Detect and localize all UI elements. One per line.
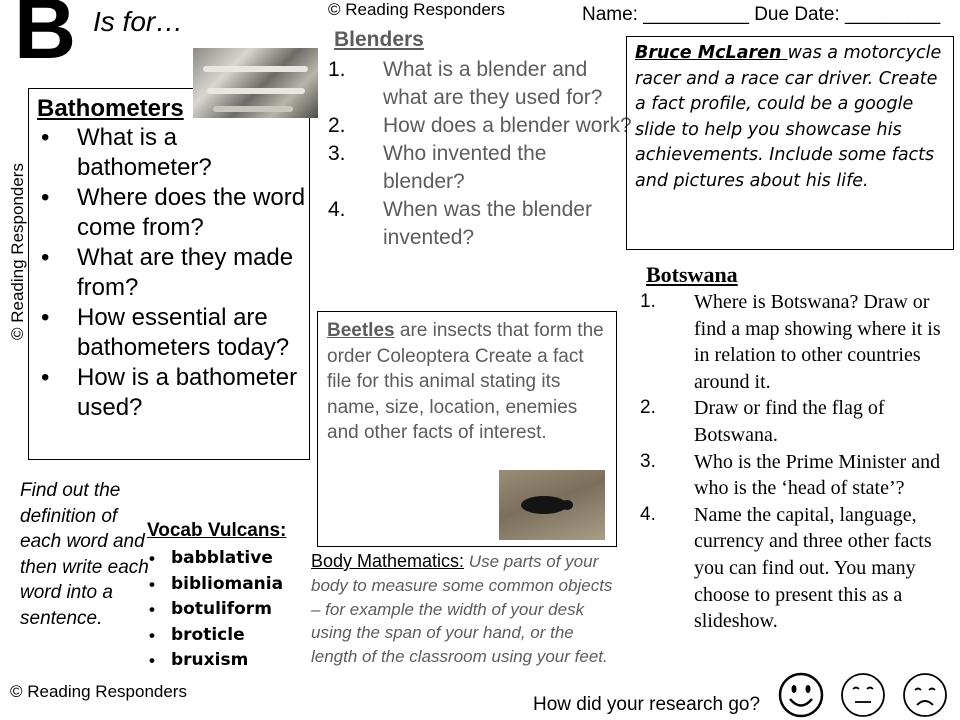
definitions-instructions: Find out the definition of each word and then write each word into a sentence. — [20, 480, 149, 629]
list-item: • What is a bathometer? — [39, 123, 307, 183]
item-text: Where is Botswana? Draw or find a map showing where it is in relation to other countries around it. — [694, 291, 941, 393]
list-item: • bibliomania — [147, 572, 283, 598]
item-number: 1. — [328, 58, 346, 81]
list-item — [640, 395, 954, 448]
is-for-heading: Is for… — [93, 6, 184, 37]
copyright-side: © Reading Responders — [8, 163, 27, 340]
item-number: 3. — [328, 142, 346, 165]
blenders-list — [328, 56, 633, 252]
bruce-mclaren-box — [626, 36, 954, 250]
bathometers-box — [28, 88, 310, 460]
copyright-top: © Reading Responders — [328, 0, 505, 19]
name-blank[interactable]: __________ — [643, 4, 749, 25]
item-number: 2. — [328, 114, 346, 137]
list-item — [640, 289, 954, 395]
blenders-title: Blenders — [334, 28, 424, 51]
list-item: • botuliform — [147, 597, 283, 623]
item-text: Draw or find the flag of Botswana. — [694, 397, 885, 446]
item-number: 4. — [640, 503, 656, 525]
beetles-text: are insects that form the order Coleoptera Create a fact file for this animal stating its name, size, location, enemies and other facts of interest. — [327, 320, 604, 444]
item-number: 2. — [640, 397, 656, 419]
beetles-word: Beetles — [327, 320, 395, 341]
bathometers-title: Bathometers — [37, 95, 188, 123]
list-item — [328, 196, 633, 252]
neutral-face-icon[interactable] — [840, 672, 886, 718]
list-item: • babblative — [147, 546, 283, 572]
item-text: What is a blender and what are they used for? — [383, 58, 603, 109]
copyright-bottom: © Reading Responders — [10, 682, 187, 701]
item-number: 1. — [640, 291, 656, 312]
body-math-title: Body Mathematics: — [311, 551, 465, 571]
list-item — [640, 502, 954, 635]
body-math-text: Use parts of your body to measure some common objects – for example the width of your desk using the span of your hand, or the length of the classroom using your feet. — [311, 552, 613, 667]
list-item: • How essential are bathometers today? — [39, 303, 307, 363]
list-item: • Where does the word come from? — [39, 183, 307, 243]
item-text: Name the capital, language, currency and three other facts you can find out. You many choose to present this as a slideshow. — [694, 503, 932, 633]
list-item: • broticle — [147, 623, 283, 649]
beetle-photo — [499, 470, 605, 540]
name-date-fields — [582, 4, 940, 26]
list-item — [328, 140, 633, 196]
bathometers-list — [39, 123, 307, 423]
bruce-mclaren-name: Bruce McLaren — [635, 43, 788, 63]
body-mathematics — [311, 550, 621, 669]
bathometer-photo — [193, 48, 318, 118]
sad-face-icon[interactable] — [902, 672, 948, 718]
list-item: • How is a bathometer used? — [39, 363, 307, 423]
item-text: Who is the Prime Minister and who is the ‘head of state’? — [694, 450, 941, 500]
vocab-list — [147, 546, 283, 674]
list-item — [328, 112, 633, 140]
item-text: When was the blender invented? — [383, 198, 592, 249]
item-number: 3. — [640, 450, 656, 472]
page-letter: B — [14, 0, 77, 77]
botswana-list — [640, 289, 954, 635]
happy-face-icon[interactable] — [778, 672, 824, 718]
item-number: 4. — [328, 198, 346, 221]
botswana-title: Botswana — [646, 262, 738, 287]
bruce-mclaren-text: was a motorcycle racer and a race car driver. Create a fact profile, could be a google slide to help you showcase his achievements. Include some facts and pictures about his life. — [635, 43, 942, 191]
vocab-title: Vocab Vulcans: — [147, 520, 287, 541]
name-label: Name: — [582, 4, 638, 25]
list-item — [640, 449, 954, 502]
due-date-label: Due Date: — [754, 4, 840, 25]
list-item: • bruxism — [147, 648, 283, 674]
list-item — [328, 56, 633, 112]
research-question: How did your research go? — [533, 694, 761, 715]
list-item: • What are they made from? — [39, 243, 307, 303]
beetles-text-block — [327, 318, 612, 446]
item-text: Who invented the blender? — [383, 142, 547, 193]
due-date-blank[interactable]: _________ — [845, 4, 941, 25]
item-text: How does a blender work? — [383, 114, 632, 137]
